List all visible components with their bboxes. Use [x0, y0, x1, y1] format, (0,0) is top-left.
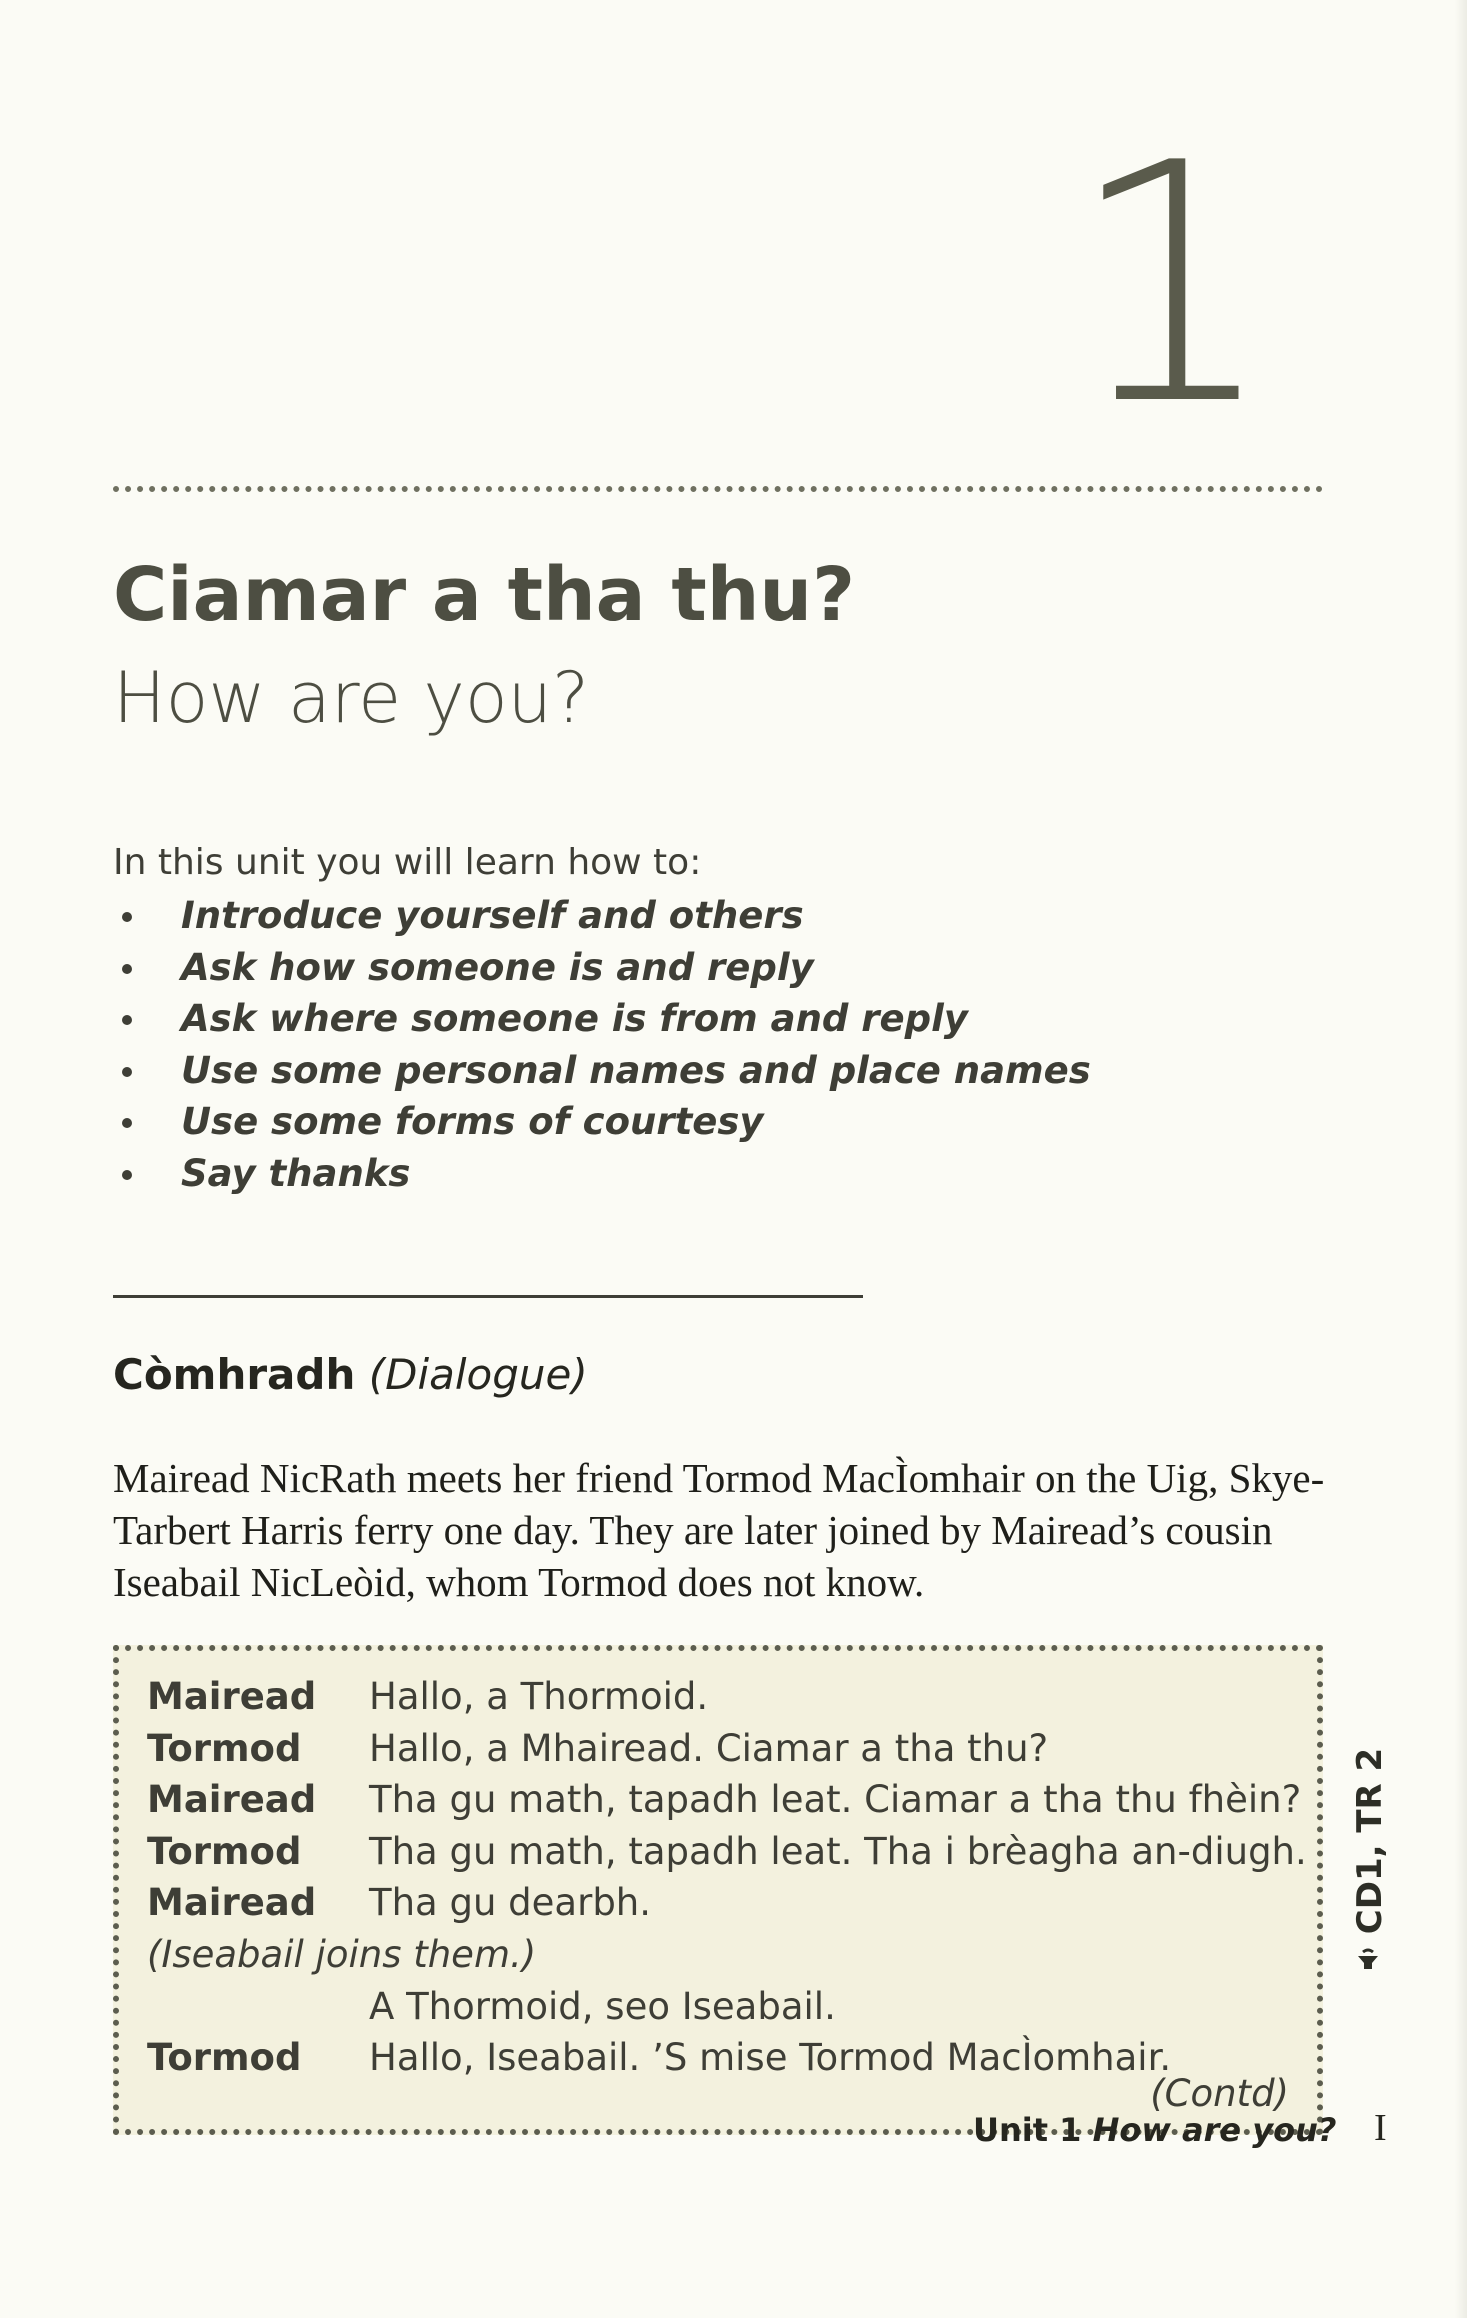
objective-text: Say thanks [181, 1151, 411, 1195]
dialogue-line [147, 1671, 1307, 1723]
dialogue-text: Tha gu math, tapadh leat. Tha i brèagha an-diugh. [369, 1829, 1307, 1873]
bullet-icon [122, 1170, 132, 1180]
objective-item [113, 993, 1091, 1045]
dialogue-line [147, 1877, 1307, 1929]
bullet-icon [122, 1015, 132, 1025]
stage-direction [147, 1929, 1307, 1981]
objective-item [113, 1148, 1091, 1200]
dotted-divider [113, 486, 1323, 492]
speaker-name: Mairead [147, 1778, 317, 1822]
stage-direction-text: (Iseabail joins them.) [147, 1932, 537, 1976]
objective-item [113, 1096, 1091, 1148]
dialogue-text: Hallo, a Mhairead. Ciamar a tha thu? [369, 1726, 1049, 1770]
dialogue-text: Tha gu dearbh. [369, 1881, 652, 1925]
chapter-title-gaelic: Ciamar a tha thu? [113, 552, 856, 638]
chapter-number: 1 [1067, 93, 1277, 477]
objective-text: Use some forms of courtesy [181, 1100, 764, 1144]
section-heading [113, 1345, 588, 1405]
dialogue-line [147, 1981, 1307, 2033]
dialogue-text: Tha gu math, tapadh leat. Ciamar a tha thu fhèin? [369, 1778, 1302, 1822]
speaker-name: Tormod [147, 2036, 302, 2080]
dialogue-line [147, 1826, 1307, 1878]
speaker-icon [1350, 1942, 1394, 1972]
dialogue-lines [147, 1671, 1307, 2084]
objective-text: Ask where someone is from and reply [181, 997, 968, 1041]
objective-text: Ask how someone is and reply [181, 945, 814, 989]
speaker-name: Mairead [147, 1881, 317, 1925]
dialogue-text: Hallo, a Thormoid. [369, 1675, 709, 1718]
section-heading-gaelic: Còmhradh [113, 1350, 356, 1399]
audio-track-label [1348, 1710, 1392, 2010]
objective-item [113, 890, 1091, 942]
dialogue-text: Hallo, Iseabail. ’S mise Tormod MacÌomhair. [369, 2036, 1172, 2080]
dialogue-box [113, 1645, 1323, 2135]
continued-label: (Contd) [1150, 2072, 1289, 2115]
objective-text: Introduce yourself and others [181, 894, 804, 937]
chapter-title-english: How are you? [113, 657, 590, 739]
section-heading-english: (Dialogue) [368, 1350, 588, 1399]
objective-item [113, 942, 1091, 994]
bullet-icon [122, 964, 132, 974]
objectives-intro: In this unit you will learn how to: [113, 842, 702, 883]
objective-text: Use some personal names and place names [181, 1048, 1091, 1092]
dialogue-line [147, 1774, 1307, 1826]
intro-paragraph: Mairead NicRath meets her friend Tormod MacÌomhair on the Uig, Skye-Tarbert Harris ferry one day. They are later joined by Mairead’s cousin Iseabail NicLeòid, whom Tormod does not know. [113, 1455, 1325, 1605]
section-divider [113, 1295, 863, 1298]
speaker-name: Mairead [147, 1675, 317, 1718]
objective-item [113, 1045, 1091, 1097]
dialogue-line [147, 2032, 1307, 2084]
running-footer [973, 2108, 1336, 2152]
dialogue-line [147, 1723, 1307, 1775]
audio-track-text: CD1, TR 2 [1350, 1747, 1390, 1935]
footer-unit-subtitle: How are you? [1092, 2111, 1337, 2149]
dialogue-text: A Thormoid, seo Iseabail. [369, 1984, 836, 2028]
bullet-icon [122, 912, 132, 922]
page-number: I [1374, 2107, 1387, 2149]
speaker-name: Tormod [147, 1829, 302, 1873]
footer-unit-label: Unit 1 [973, 2111, 1082, 2149]
bullet-icon [122, 1118, 132, 1128]
objectives-list [113, 890, 1091, 1200]
bullet-icon [122, 1067, 132, 1077]
speaker-name: Tormod [147, 1726, 302, 1770]
page-edge [1455, 0, 1467, 2318]
